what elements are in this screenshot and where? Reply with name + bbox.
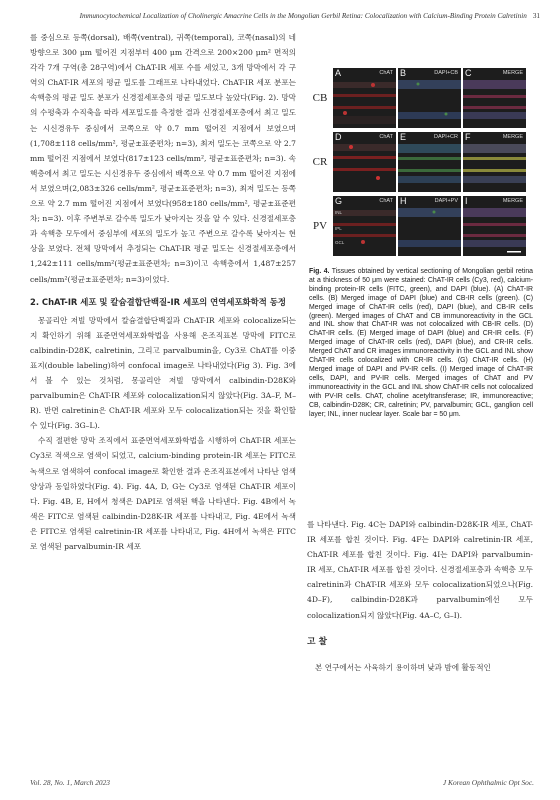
panel-d-letter: D [335, 132, 342, 142]
row-label-pv: PV [312, 220, 328, 232]
panel-a [333, 68, 396, 128]
footer-volume: Vol. 28, No. 1, March 2023 [30, 778, 110, 787]
panel-c-title: MERGE [502, 70, 523, 76]
left-column [30, 30, 296, 554]
discussion-heading: 고 찰 [307, 636, 328, 647]
panel-b-letter: B [400, 68, 407, 78]
section-2-paragraph-2: 수직 절편한 망막 조직에서 표준면역세포화학법을 시행하여 ChAT-IR 세포는 Cy3로 적색으로 염색이 되었고, calcium-binding protein-IR 세포는 FITC로 녹색으로 염색하여 confocal image로 확인한 결과 온조직표본에서 나타난 염색 양상과 동일하였다(Fig. 4). Fig. 4A, D, G는 Cy3로 염색된 ChAT-IR 세포이다. Fig. 4B, E, H에서 청색은 DAPI로 염색된 핵을 나타낸다. Fig. 4B에서 녹색은 FITC로 염색된 calbindin-D28K-IR 세포를 나타내고, Fig. 4E에서 녹색은 FITC로 염색된 calretinin-IR 세포를 나타내고, Fig. 4H에서 녹색은 FITC로 염색된 parvalbumin-IR 세포 [30, 436, 296, 551]
panel-a-letter: A [335, 68, 342, 78]
right-paragraph-continuation: 를 나타낸다. Fig. 4C는 DAPI와 calbindin-D28K-IR 세포, ChAT-IR 세포를 합친 것이다. Fig. 4F는 DAPI와 calretinin-IR 세포, ChAT-IR 세포를 합친 것이다. Fig. 4I는 DAPI와 parvalbumin-IR 세포, ChAT-IR 세포를 합친 것이다. 신경절세포층과 속핵층 모두 calretinin과 ChAT-IR 세포와 모두 colocalization되었으나(Fig. 4D–F), calbindin-D28K과 parvalbumin에선 모두 colocalization되지 않았다(Fig. 4A–C, G–I). [307, 520, 533, 620]
figure-caption [309, 268, 533, 419]
section-2-paragraph-1: 몽골리안 저빌 망막에서 칼슘결합단백질과 ChAT-IR 세포와 colocalize되는지 확인하기 위해 표준면역세포화학법을 사용해 온조직표본 망막에 FITC로 calbindin-D28K, calretinin, 그리고 parvalbumin을, Cy3로 ChAT를 이중 표지(double labeling)하여 confocal image로 나타내었다(Fig 3). Fig. 3에서 볼 수 있는 것처럼, 몽골리안 저빌 망막에서 calbindin-D28K와 parvalbumin은 ChAT-IR 세포와 colocalization되지 않았다(Fig. 3A–F, M–R). 반면 calretinin은 ChAT-IR 세포와 모두 colocalization되는 것을 확인할 수 있다(Fig. 3G–L). [30, 315, 296, 431]
page-number: 31 [532, 12, 540, 20]
panel-g [333, 196, 396, 256]
left-paragraph-1: 를 중심으로 등쪽(dorsal), 배쪽(ventral), 귀쪽(temporal), 코쪽(nasal)의 네 방향으로 300 μm 떨어진 지점부터 400 μm 간격으로 200×200 μm² 면적의 각각 7개 구역(총 28구역)에서 ChAT-IR 세포 수를 세었고, 3개 망막에서 각 구역의 ChAT-IR 세포의 평균 밀도를 그래프로 나타내었다. ChAT-IR 세포 분포는 속핵층의 평균 밀도 분포가 신경절세포층의 평균 밀도보다 높았다(Fig. 2). 망막의 수평축과 수직축을 따라 세포밀도를 측정한 결과 신경절세포층에서 최고 밀도는 시신경유두 중심에서 코쪽으로 약 0.7 mm 떨어진 지점에서 보였으며(1,708±118 cells/mm², 평균±표준편차; n=3), 최저 밀도는 코쪽으로 약 2.7 mm 떨어진 지점에서 보였다(817±123 cells/mm², 평균±표준편차; n=3). 속핵층에서 최고 밀도는 시신경유두 중심에서 배쪽으로 약 0.7 mm 떨어진 지점에서 보였으며(2,083±326 cells/mm², 평균±표준편차; n=3), 최저 밀도는 등쪽으로 약 2.7 mm 떨어진 지점에서 보였다(958±180 cells/mm², 평균±표준편차; n=3). 이후 주변부로 갈수록 밀도가 낮아지는 것을 알 수 있다. 신경절세포층과 속핵층 모두에서 중심부에 세포의 밀도가 높고 주변으로 갈수록 낮아지는 현상을 보였다. 전체 망막에서 추정되는 ChAT-IR 평균 밀도는 신경절세포층에서 1,242±111 cells/mm²(평균±표준편차; n=3)이고 속핵층에서 1,487±257 cells/mm²(평균±표준편차; n=3)이었다. [30, 33, 296, 284]
panel-c-letter: C [465, 68, 472, 78]
panel-f-title: MERGE [502, 134, 523, 140]
caption-text: Tissues obtained by vertical sectioning of Mongolian gerbil retina at a thickness of 50 μm were stained: ChAT-IR cells (Cy3, red), calcium-binding protein-IR cells (FITC, green), and DAPI (blue). (A) ChAT-IR cells. (B) Merged image of DAPI (blue) and CB-IR cells (green). (C) Merged image of ChAT-IR cells (red), DAPI (blue), and CB-IR cells (green). Merged images of ChAT and CB immunoreactivity in the GCL and INL show that ChAT-IR was not colocalized with CB-IR cells. (D) ChAT-IR cells. (E) Merged image of DAPI (blue) and CR-IR cells. (F) Merged image of ChAT-IR cells (red), DAPI (blue), and CR-IR cells. Merged ChAT and CR images immunoreactivity in the GCL and INL show ChAT-IR cells colocalized with CR-IR cells. (G) ChAT-IR cells. (H) Merged image of DAPI and PV-IR cells. (I) Merged image of ChAT-IR cells, DAPI, and PV-IR cells. Merged images of ChAT and PV immunoreactivity in the GCL and INL show ChAT-IR cells not colocalized with PV-IR cells. ChAT, choline acetyltransferase; IR, immunoreactive; CB, calbindin-D28K; CR, calretinin; PV, parvalbumin; GCL, ganglion cell layer; INL, inner nuclear layer. Scale bar = 50 μm. [309, 268, 533, 418]
panel-b [398, 68, 461, 128]
panel-i-title: MERGE [502, 198, 523, 204]
panel-d [333, 132, 396, 192]
panel-h [398, 196, 461, 256]
caption-label: Fig. 4. [309, 268, 330, 275]
layer-label-gcl: GCL [335, 240, 345, 245]
discussion-paragraph: 본 연구에서는 사육하기 용이하며 낮과 밤에 활동적인 [315, 662, 491, 672]
row-label-cb: CB [312, 92, 328, 104]
layer-label-ipl: IPL [335, 226, 342, 231]
panel-a-title: ChAT [379, 70, 393, 76]
panel-e [398, 132, 461, 192]
panel-f-letter: F [465, 132, 471, 142]
running-title: Immunocytochemical Localization of Cholinergic Amacrine Cells in the Mongolian Gerbil Retina: Colocalization with Calcium-Binding Protein Calretinin [79, 12, 527, 20]
layer-label-inl: INL [335, 210, 343, 215]
footer-journal: J Korean Ophthalmic Opt Soc. [442, 778, 534, 787]
panel-d-title: ChAT [379, 134, 393, 140]
panel-e-letter: E [400, 132, 407, 142]
panel-i [463, 196, 526, 256]
panel-b-title: DAPI+CB [434, 70, 458, 76]
panel-g-title: ChAT [379, 198, 393, 204]
panel-c [463, 68, 526, 128]
panel-i-letter: I [465, 196, 468, 206]
right-column [307, 517, 533, 675]
figure-4 [308, 68, 534, 259]
running-header [20, 12, 540, 20]
section-2-heading: 2. ChAT-IR 세포 및 칼슘결합단백질-IR 세포의 연역세포화학적 동정 [30, 296, 286, 307]
panel-h-title: DAPI+PV [434, 198, 458, 204]
panel-f [463, 132, 526, 192]
row-label-cr: CR [312, 156, 328, 168]
panel-g-letter: G [335, 196, 343, 206]
panel-h-letter: H [400, 196, 407, 206]
panel-e-title: DAPI+CR [434, 134, 458, 140]
